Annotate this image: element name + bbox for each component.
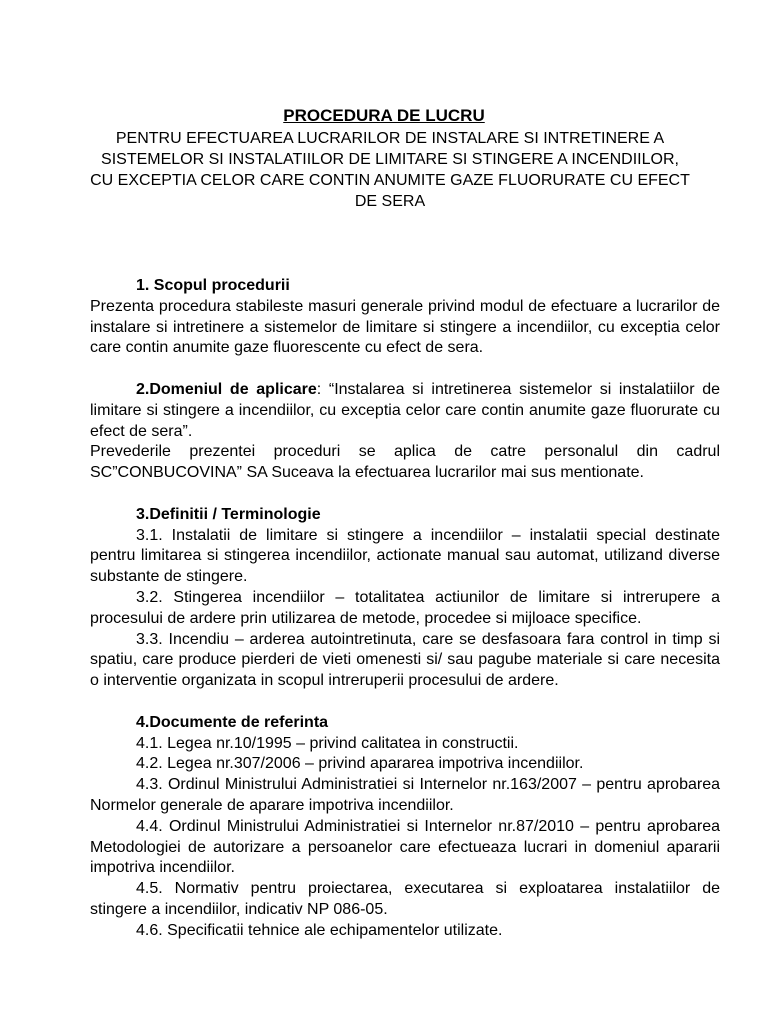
section2-text2: Prevederile prezentei proceduri se aplica de catre personalul din cadrul SC”CONBUCOVINA” SA Suceava la efectuarea lucrarilor mai sus mentionate. <box>90 443 720 482</box>
section1-text: Prezenta procedura stabileste masuri generale privind modul de efectuare a lucrarilor de instalare si intretinere a sistemelor de limitare si stingere a incendiilor, cu exceptia celor care contin anumite gaze fluorescente cu efect de sera. <box>90 297 720 357</box>
section3-heading: 3.Definitii / Terminologie <box>136 505 321 523</box>
document-title: PROCEDURA DE LUCRU <box>283 106 485 125</box>
section1-heading: 1. Scopul procedurii <box>136 277 290 294</box>
reference-item: 4.1. Legea nr.10/1995 – privind calitatea in constructii. <box>136 734 519 752</box>
reference-item: 4.3. Ordinul Ministrului Administratiei si Internelor nr.163/2007 – pentru aprobarea Normelor generale de aparare impotriva incendiilor. <box>90 776 720 814</box>
section4-heading: 4.Documente de referinta <box>136 713 329 731</box>
reference-item: 4.2. Legea nr.307/2006 – privind apararea impotriva incendiilor. <box>136 755 584 773</box>
definition-item: 3.3. Incendiu – arderea autointretinuta, care se desfasoara fara control in timp si spatiu, care produce pierderi de vieti omenesti si/ sau pagube materiale si care necesita o interventie organizata in scopul intreruperii procesului de ardere. <box>90 630 720 690</box>
document-body <box>90 276 720 942</box>
section2-text: : “Instalarea si intretinerea sistemelor si instalatiilor de limitare si stingere a incendiilor, cu exceptia celor care contin anumite gaze fluorurate cu efect de sera”. <box>90 380 720 440</box>
section2-heading: 2.Domeniul de aplicare <box>136 380 317 398</box>
reference-item: 4.4. Ordinul Ministrului Administratiei si Internelor nr.87/2010 – pentru aprobarea Metodologiei de autorizare a persoanelor care efectueaza lucrari in domeniul apararii impotriva incendiilor. <box>90 817 720 877</box>
section2-paragraph <box>90 380 720 442</box>
definition-item: 3.1. Instalatii de limitare si stingere a incendiilor – instalatii special destinate pentru limitarea si stingerea incendiilor, actionate manual sau automat, utilizand diverse substante de stingere. <box>90 526 720 586</box>
reference-item: 4.5. Normativ pentru proiectarea, executarea si exploatarea instalatiilor de stingere a incendiilor, indicativ NP 086-05. <box>90 880 720 918</box>
document-subtitle: PENTRU EFECTUAREA LUCRARILOR DE INSTALARE SI INTRETINERE A SISTEMELOR SI INSTALATIILOR DE LIMITARE SI STINGERE A INCENDIILOR, CU EXCEPTIA CELOR CARE CONTIN ANUMITE GAZE FLUORURATE CU EFECT DE SERA <box>90 130 690 210</box>
reference-item: 4.6. Specificatii tehnice ale echipamentelor utilizate. <box>136 921 503 939</box>
definition-item: 3.2. Stingerea incendiilor – totalitatea actiunilor de limitare si intrerupere a procesului de ardere prin utilizarea de metode, procedee si mijloace specifice. <box>90 588 720 627</box>
